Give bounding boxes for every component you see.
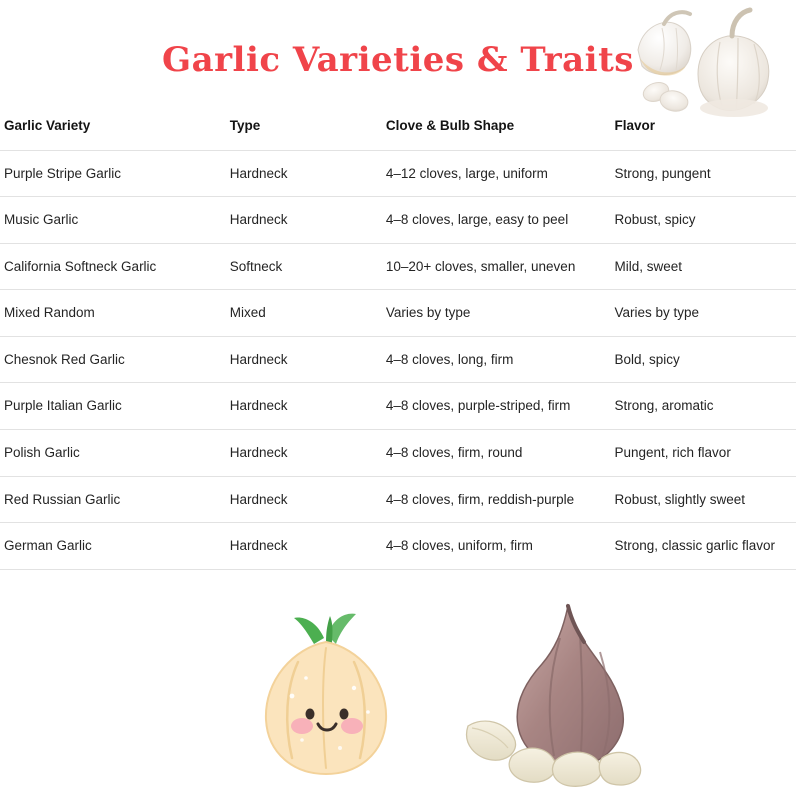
table-row [0,383,796,430]
table-row [0,336,796,383]
column-header-variety: Garlic Variety [0,110,230,150]
cell-flavor: Robust, spicy [615,197,796,244]
cell-flavor: Pungent, rich flavor [615,429,796,476]
cell-type: Hardneck [230,523,386,570]
cell-type: Hardneck [230,383,386,430]
page-title: Garlic Varieties & Traits [162,40,634,80]
garlic-varieties-table [0,110,796,570]
cell-flavor: Varies by type [615,290,796,337]
table-row [0,243,796,290]
cell-flavor: Mild, sweet [615,243,796,290]
table-row [0,476,796,523]
garlic-kawaii-illustration [236,608,416,788]
cell-flavor: Strong, aromatic [615,383,796,430]
cell-shape: 4–8 cloves, firm, reddish-purple [386,476,615,523]
cell-variety: Mixed Random [0,290,230,337]
table-header [0,110,796,150]
cell-shape: 4–8 cloves, large, easy to peel [386,197,615,244]
cell-type: Hardneck [230,476,386,523]
table-row [0,290,796,337]
column-header-flavor: Flavor [615,110,796,150]
cell-flavor: Bold, spicy [615,336,796,383]
cell-variety: California Softneck Garlic [0,243,230,290]
table-row [0,523,796,570]
cell-shape: 10–20+ cloves, smaller, uneven [386,243,615,290]
cell-shape: 4–12 cloves, large, uniform [386,150,615,197]
cell-variety: German Garlic [0,523,230,570]
cell-flavor: Strong, pungent [615,150,796,197]
cell-type: Hardneck [230,197,386,244]
cell-type: Hardneck [230,336,386,383]
cell-flavor: Robust, slightly sweet [615,476,796,523]
table-header-row [0,110,796,150]
cell-shape: Varies by type [386,290,615,337]
table-row [0,197,796,244]
column-header-shape: Clove & Bulb Shape [386,110,615,150]
cell-variety: Purple Stripe Garlic [0,150,230,197]
garlic-bulb-watercolor-illustration [450,598,680,793]
column-header-type: Type [230,110,386,150]
table-body [0,150,796,569]
cell-variety: Polish Garlic [0,429,230,476]
cell-shape: 4–8 cloves, uniform, firm [386,523,615,570]
cell-shape: 4–8 cloves, purple-striped, firm [386,383,615,430]
cell-type: Hardneck [230,429,386,476]
cell-shape: 4–8 cloves, long, firm [386,336,615,383]
cell-variety: Chesnok Red Garlic [0,336,230,383]
cell-variety: Red Russian Garlic [0,476,230,523]
cell-variety: Purple Italian Garlic [0,383,230,430]
cell-variety: Music Garlic [0,197,230,244]
cell-type: Mixed [230,290,386,337]
cell-type: Hardneck [230,150,386,197]
cell-flavor: Strong, classic garlic flavor [615,523,796,570]
cell-type: Softneck [230,243,386,290]
cell-shape: 4–8 cloves, firm, round [386,429,615,476]
table-row [0,429,796,476]
table-row [0,150,796,197]
